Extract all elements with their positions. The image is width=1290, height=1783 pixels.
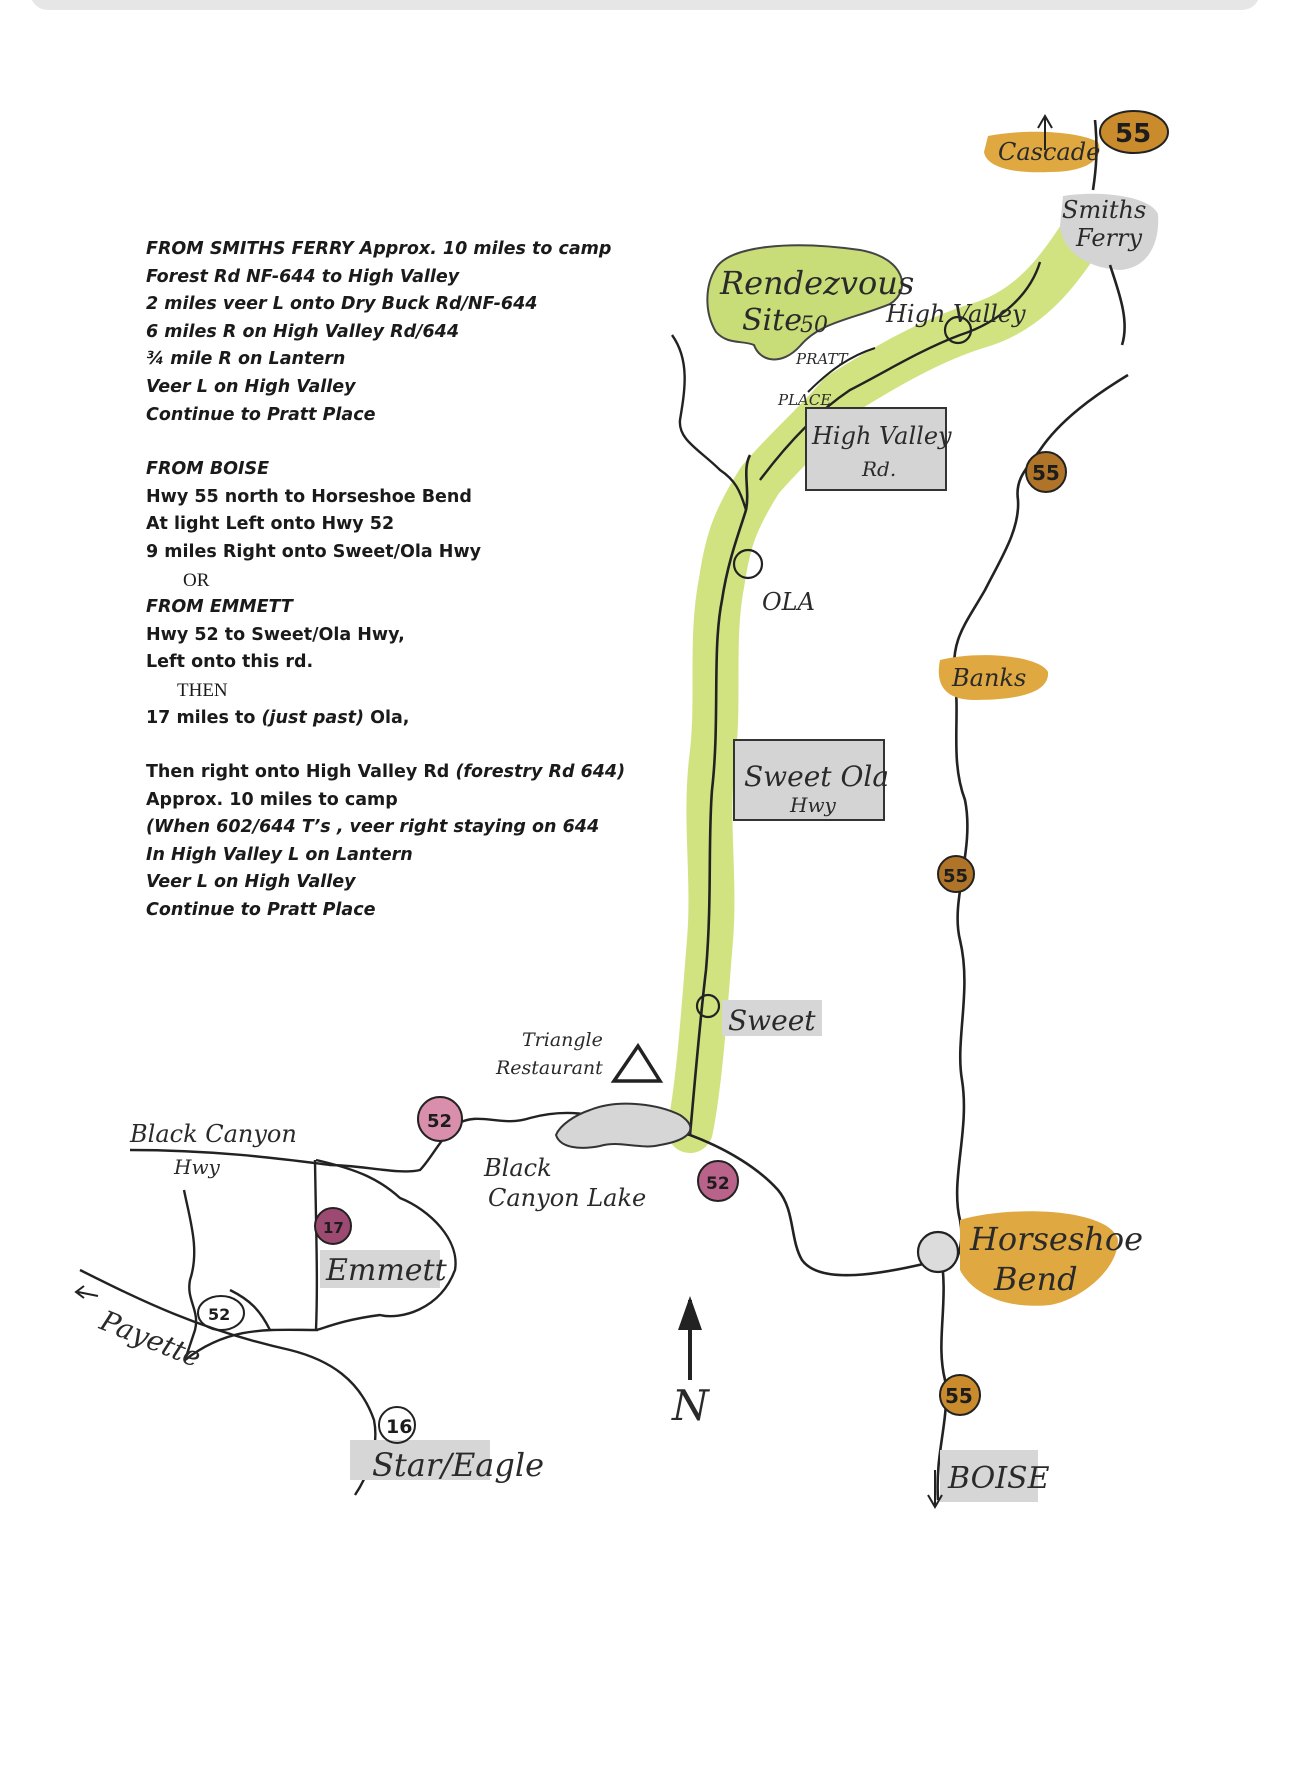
black-canyon-lake-label-2: Canyon Lake — [488, 1184, 647, 1212]
high-valley-label: High Valley — [886, 300, 1026, 328]
boise-label: BOISE — [948, 1461, 1050, 1496]
smiths-ferry-label-2: Ferry — [1076, 224, 1143, 252]
shield-17 — [315, 1208, 351, 1244]
direction-step: Left onto this rd. — [146, 652, 314, 673]
shield-52-west — [198, 1296, 244, 1330]
then-label: THEN — [177, 679, 228, 701]
svg-text:55: 55 — [943, 866, 969, 887]
high-valley-rd-label-2: Rd. — [862, 457, 897, 481]
black-canyon-hwy-label-2: Hwy — [174, 1155, 220, 1179]
bend-label: Bend — [994, 1260, 1078, 1298]
svg-text:55: 55 — [1032, 461, 1060, 485]
direction-step: Approx. 10 miles to camp — [146, 789, 398, 810]
emmett-label: Emmett — [326, 1253, 447, 1288]
black-canyon-lake-label-1: Black — [484, 1154, 552, 1182]
highway-52-road — [690, 1135, 940, 1275]
svg-text:52: 52 — [706, 1174, 730, 1194]
north-label: N — [672, 1381, 709, 1430]
smiths-ferry-heading: FROM SMITHS FERRY Approx. 10 miles to camp — [146, 239, 612, 259]
direction-step: Veer L on High Valley — [146, 376, 356, 397]
rendezvous-site-area — [707, 245, 902, 359]
pratt-label: PRATT — [796, 350, 848, 368]
svg-text:52: 52 — [427, 1111, 453, 1132]
boise-heading: FROM BOISE — [146, 459, 270, 480]
shield-55-south — [940, 1375, 980, 1415]
smiths-ferry-label-1: Smiths — [1062, 196, 1147, 224]
direction-step: ¾ mile R on Lantern — [146, 349, 346, 370]
site-number-label: 50 — [800, 313, 828, 338]
direction-step: 6 miles R on High Valley Rd/644 — [146, 321, 460, 342]
direction-step: Continue to Pratt Place — [146, 900, 376, 921]
shield-52-lake — [418, 1097, 462, 1141]
direction-step: Veer L on High Valley — [146, 872, 356, 893]
west-branch-road — [672, 335, 746, 510]
direction-step: 9 miles Right onto Sweet/Ola Hwy — [146, 541, 482, 562]
direction-step: Continue to Pratt Place — [146, 404, 376, 425]
horseshoe-label: Horseshoe — [970, 1220, 1144, 1258]
direction-step: At light Left onto Hwy 52 — [146, 514, 395, 535]
final-leg: 17 miles to (just past) Ola, — [146, 707, 410, 728]
svg-text:17: 17 — [323, 1219, 344, 1237]
direction-step: (When 602/644 T’s , veer right staying on 644 — [146, 817, 600, 838]
banks-label: Banks — [952, 664, 1027, 692]
shield-52-east — [698, 1161, 738, 1201]
high-valley-rd-step: Then right onto High Valley Rd (forestry Rd 644) — [146, 762, 626, 783]
place-label: PLACE — [778, 391, 832, 409]
black-canyon-lake — [556, 1104, 690, 1148]
black-canyon-hwy-label-1: Black Canyon — [130, 1120, 297, 1148]
ola-label: OLA — [762, 588, 815, 616]
svg-text:55: 55 — [1115, 119, 1152, 149]
direction-step: Hwy 52 to Sweet/Ola Hwy, — [146, 624, 405, 645]
payette-label: Payette — [95, 1303, 206, 1375]
north-arrow — [671, 1296, 710, 1430]
boise-south-arrow — [928, 1470, 942, 1507]
restaurant-label: Restaurant — [496, 1057, 603, 1079]
shield-55-cascade — [1100, 111, 1168, 153]
cascade-label: Cascade — [998, 138, 1101, 166]
emmett-heading: FROM EMMETT — [146, 597, 293, 618]
svg-text:16: 16 — [386, 1416, 413, 1438]
or-label: OR — [183, 569, 210, 591]
rendezvous-label-2: Site — [742, 303, 802, 338]
star-eagle-label: Star/Eagle — [372, 1446, 545, 1484]
rendezvous-label-1: Rendezvous — [720, 264, 915, 302]
svg-text:52: 52 — [208, 1305, 231, 1324]
shield-55-north — [1026, 452, 1066, 492]
horseshoe-bend-junction — [918, 1232, 958, 1272]
sweet-label: Sweet — [728, 1004, 816, 1037]
shield-16 — [379, 1407, 415, 1443]
svg-text:55: 55 — [945, 1384, 973, 1408]
direction-step: In High Valley L on Lantern — [146, 844, 413, 865]
direction-step: Hwy 55 north to Horseshoe Bend — [146, 486, 472, 507]
triangle-label: Triangle — [522, 1029, 603, 1051]
high-valley-rd-label-1: High Valley — [812, 422, 952, 450]
sweet-ola-hwy-label-1: Sweet Ola — [744, 760, 890, 793]
sweet-ola-hwy-label-2: Hwy — [790, 793, 836, 817]
shield-55-middle — [938, 856, 974, 892]
triangle-restaurant-icon — [614, 1046, 660, 1081]
direction-step: Forest Rd NF-644 to High Valley — [146, 266, 460, 287]
direction-step: 2 miles veer L onto Dry Buck Rd/NF-644 — [146, 294, 538, 315]
payette-arrow — [76, 1286, 98, 1298]
